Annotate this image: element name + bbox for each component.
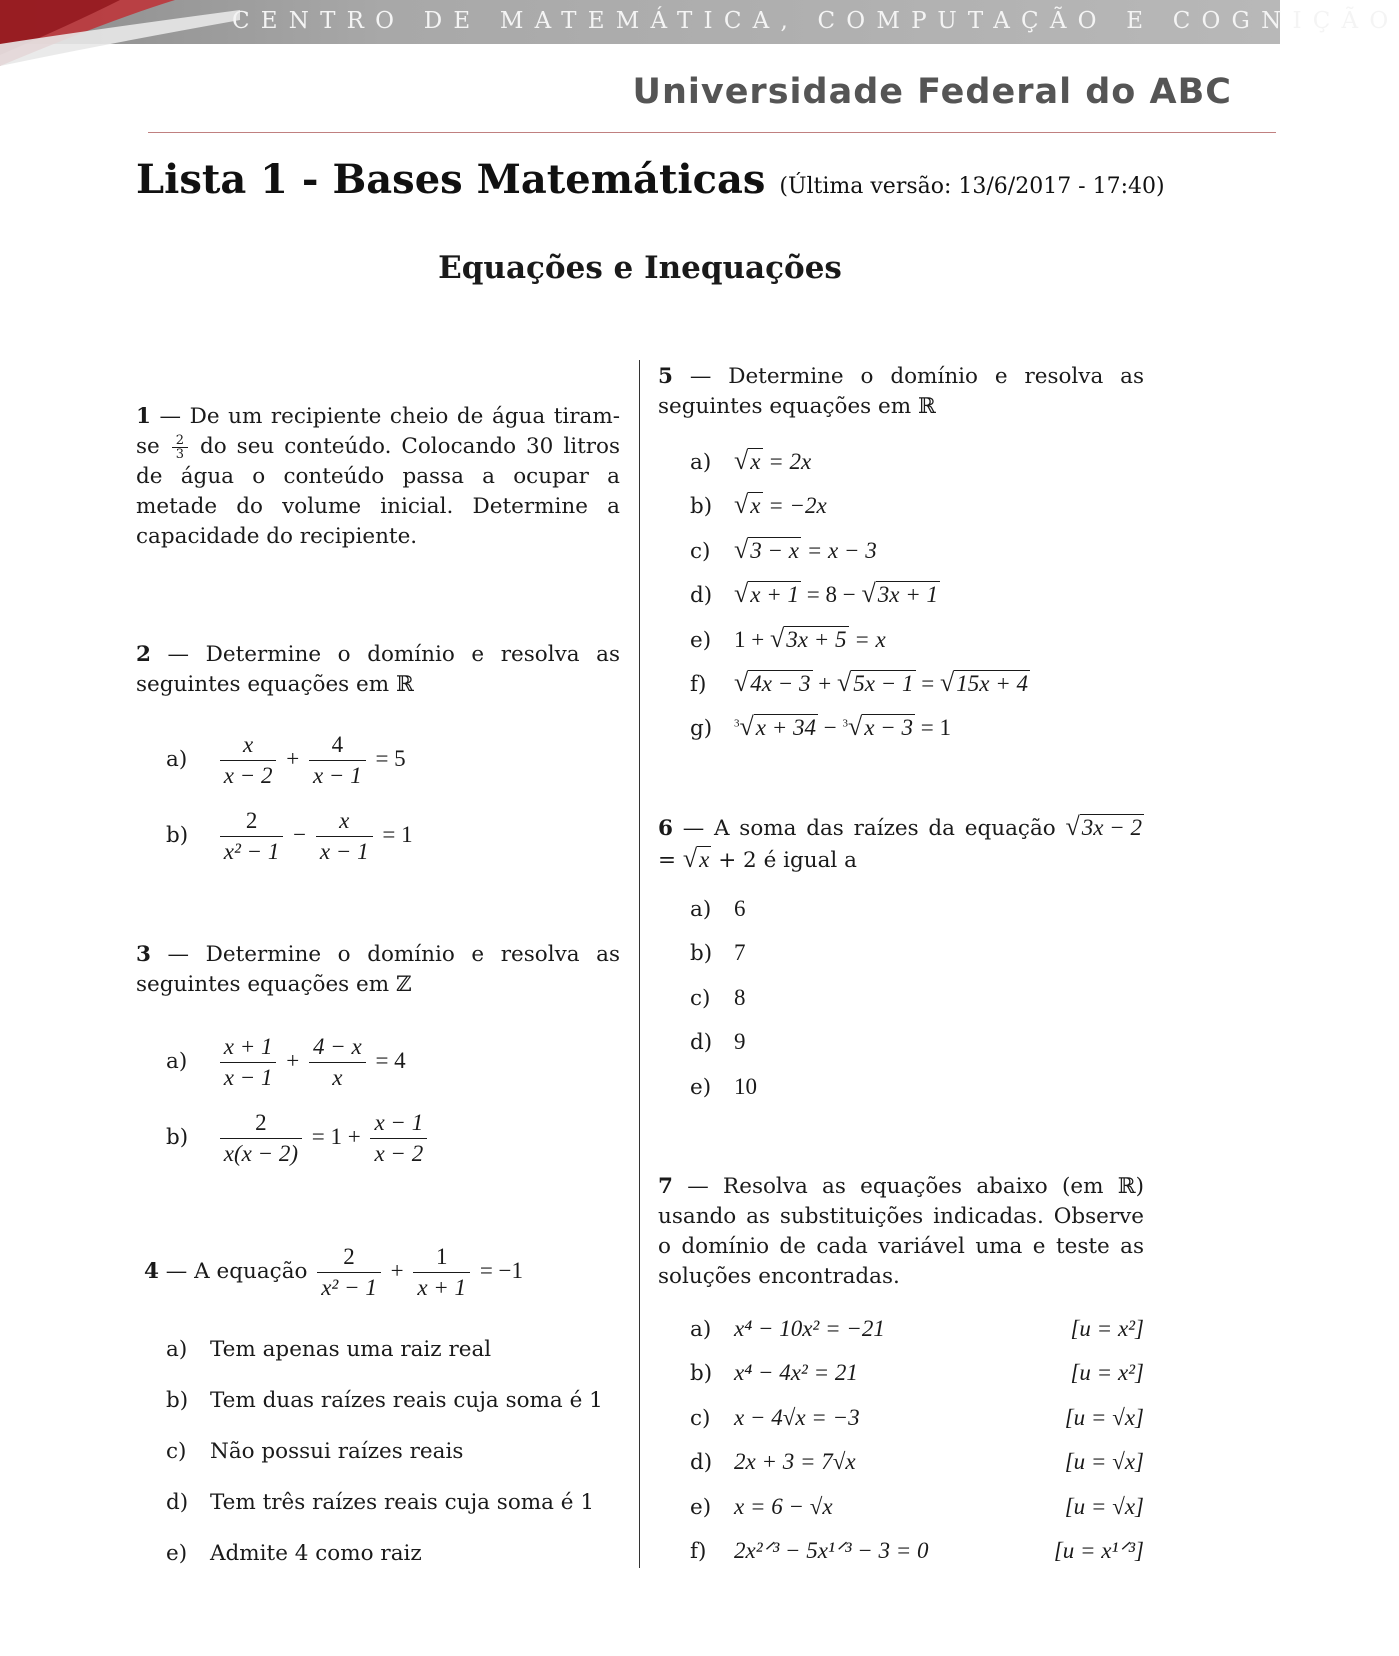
banner-text: CENTRO DE MATEMÁTICA, COMPUTAÇÃO E COGNIÇÃO xyxy=(232,8,1399,34)
q4-option: e) Admite 4 como raiz xyxy=(166,1541,422,1566)
question-number: 5 xyxy=(658,364,673,389)
question-1 xyxy=(136,402,620,552)
question-4: 4 — A equação $\frac{2}{\text{x² − 1}}$ + $\frac{1}{x + 1}$ = −1 xyxy=(144,1244,524,1300)
q2-item-b: b) $\frac{2}{\text{x² − 1}}$ − $\frac{x}{x - 1}$ = 1 xyxy=(166,808,413,864)
question-text: Determine o domínio e resolva as seguintes equações em ℝ xyxy=(658,364,1144,419)
q4-option: b) Tem duas raízes reais cuja soma é 1 xyxy=(166,1388,603,1413)
q5-item-d: d) √x + 1 = 8 − √3x + 1 xyxy=(690,579,938,608)
question-text: De um recipiente cheio de água tiram-se xyxy=(136,404,621,459)
q5-item-c: c) √3 − x = x − 3 xyxy=(690,535,877,564)
question-3: 3 — Determine o domínio e resolva as seguintes equações em ℤ xyxy=(136,942,621,997)
q6-option: d) 9 xyxy=(690,1029,746,1055)
question-text: Determine o domínio e resolva as seguintes equações em ℝ xyxy=(136,642,621,697)
question-6: 6 — A soma das raízes da equação √3x − 2 = √x + 2 é igual a xyxy=(658,812,1142,873)
question-5: 5 — Determine o domínio e resolva as seguintes equações em ℝ xyxy=(658,364,1144,419)
university-name: Universidade Federal do ABC xyxy=(632,72,1232,112)
question-number: 6 xyxy=(658,816,673,841)
q4-option: a) Tem apenas uma raiz real xyxy=(166,1337,492,1362)
logo-swoosh-icon xyxy=(0,0,260,66)
question-number: 2 xyxy=(136,642,151,667)
q7-item: e) x = 6 − √x [u = √x] xyxy=(690,1494,1144,1520)
q7-item: c) x − 4√x = −3 [u = √x] xyxy=(690,1405,1144,1431)
page-subtitle: Equações e Inequações xyxy=(438,250,842,286)
question-text: do seu conteúdo. Colocando 30 litros de água o conteúdo passa a ocupar a metade do volume inicial. Determine a capacidade do recipiente. xyxy=(136,434,620,549)
question-number: 1 xyxy=(136,404,151,429)
question-text: A soma das raízes da equação xyxy=(714,816,1056,841)
header-banner xyxy=(0,0,1399,44)
fraction: $\frac{2}{3}$ xyxy=(172,434,188,461)
q5-item-e: e) 1 + √3x + 5 = x xyxy=(690,624,886,653)
q5-item-b: b) √x = −2x xyxy=(690,490,827,519)
page-title xyxy=(136,156,1165,203)
q5-item-g: g) $^3$√x + 34 − $^3$√x − 3 = 1 xyxy=(690,712,951,741)
question-dash: — xyxy=(159,404,182,429)
question-number: 7 xyxy=(658,1174,673,1199)
q6-option: b) 7 xyxy=(690,940,746,966)
question-text: Resolva as equações abaixo (em ℝ) usando as substituições indicadas. Observe o domínio de cada variável uma e teste as soluções encontradas. xyxy=(658,1174,1144,1289)
q4-option: d) Tem três raízes reais cuja soma é 1 xyxy=(166,1490,595,1515)
q7-item: d) 2x + 3 = 7√x [u = √x] xyxy=(690,1449,1144,1475)
title-main: Lista 1 - Bases Matemáticas xyxy=(136,156,766,203)
column-divider xyxy=(639,360,640,1568)
q2-item-a: a) $\frac{x}{x - 2}$ + $\frac{4}{x - 1}$ = 5 xyxy=(166,732,406,788)
q6-option: e) 10 xyxy=(690,1074,757,1100)
q7-item: f) 2x²ᐟ³ − 5x¹ᐟ³ − 3 = 0 [u = x¹ᐟ³] xyxy=(690,1538,1144,1564)
q6-option: a) 6 xyxy=(690,896,746,922)
q5-item-f: f) √4x − 3 + √5x − 1 = √15x + 4 xyxy=(690,668,1029,697)
question-7: 7 — Resolva as equações abaixo (em ℝ) usando as substituições indicadas. Observe o domínio de cada variável uma e teste as soluções encontradas. xyxy=(658,1174,1144,1289)
question-number: 3 xyxy=(136,942,151,967)
q6-option: c) 8 xyxy=(690,985,746,1011)
q7-item: a) x⁴ − 10x² = −21 [u = x²] xyxy=(690,1316,1144,1342)
q5-item-a: a) √x = 2x xyxy=(690,446,812,475)
question-2: 2 — Determine o domínio e resolva as seguintes equações em ℝ xyxy=(136,642,621,697)
question-text: Determine o domínio e resolva as seguintes equações em ℤ xyxy=(136,942,621,997)
q4-option: c) Não possui raízes reais xyxy=(166,1439,464,1464)
q7-item: b) x⁴ − 4x² = 21 [u = x²] xyxy=(690,1360,1144,1386)
q3-item-a: a) $\frac{x + 1}{x - 1}$ + $\frac{4 - x}{x}$ = 4 xyxy=(166,1034,406,1090)
title-version: (Última versão: 13/6/2017 - 17:40) xyxy=(779,174,1165,199)
q3-item-b: b) $\frac{2}{x(x - 2)}$ = 1 + $\frac{x - 1}{x - 2}$ xyxy=(166,1108,431,1169)
header-rule xyxy=(148,132,1276,133)
